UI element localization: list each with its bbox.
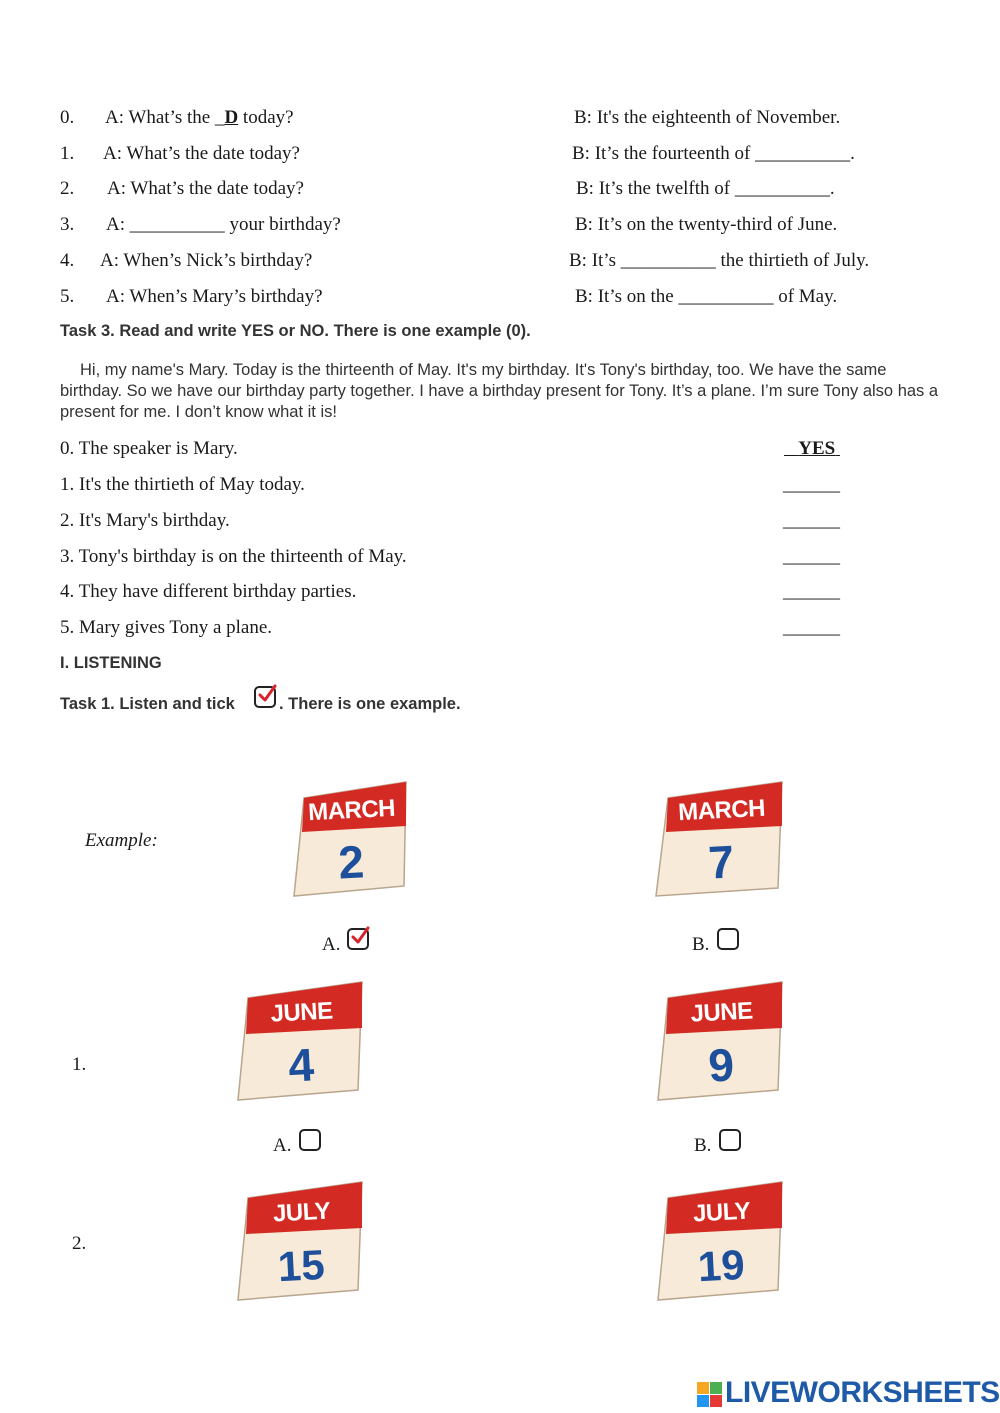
calendar-month: MARCH: [677, 794, 766, 827]
answer-b-blank[interactable]: B: It’s __________ the thirtieth of July.: [569, 250, 870, 271]
row-number: 2.: [60, 178, 75, 199]
row-number: 4.: [60, 250, 75, 271]
answer-blank[interactable]: ______: [783, 474, 840, 495]
calendar-icon: [290, 780, 412, 900]
reading-passage: Hi, my name's Mary. Today is the thirteenth of May. It's my birthday. It's Tony's birthday, too. We have the same birthday. So we have our birthday party together. I have a birthday present for Tony. It’s a plane. I’m sure Tony also has a present for me. I don’t know what it is!: [60, 361, 939, 421]
item-number: 2.: [72, 1233, 87, 1254]
answer-b-blank[interactable]: B: It’s the twelfth of __________.: [576, 178, 835, 199]
calendar-icon: [652, 780, 788, 900]
option-checkbox[interactable]: [299, 1129, 321, 1151]
option-letter: A.: [273, 1135, 292, 1156]
example-yes-answer: YES: [798, 438, 836, 459]
question-a: A: What’s the date today?: [103, 143, 300, 164]
calendar-day: 4: [287, 1038, 316, 1092]
example-label: Example:: [85, 830, 158, 851]
answer-blank[interactable]: ______: [783, 581, 840, 602]
option-letter: A.: [322, 934, 341, 955]
calendar-day: 7: [707, 835, 736, 889]
statement: 1. It's the thirtieth of May today.: [60, 474, 305, 495]
answer-blank[interactable]: ______: [783, 546, 840, 567]
item-number: 1.: [72, 1054, 87, 1075]
row-number: 5.: [60, 286, 75, 307]
answer-blank[interactable]: ______: [783, 617, 840, 638]
statement: 5. Mary gives Tony a plane.: [60, 617, 273, 638]
answer-b-blank[interactable]: B: It’s on the __________ of May.: [575, 286, 838, 307]
statement: 3. Tony's birthday is on the thirteenth of May.: [60, 546, 407, 567]
logo-text: LIVEWORKSHEETS: [725, 1376, 1000, 1409]
calendar-day: 9: [707, 1038, 736, 1092]
question-a: A: What’s the _D today?: [105, 107, 294, 128]
calendar-month: JULY: [692, 1197, 751, 1228]
calendar-icon: [654, 980, 788, 1104]
statement: 2. It's Mary's birthday.: [60, 510, 230, 531]
listening-heading: I. LISTENING: [60, 654, 162, 672]
logo-icon: [697, 1382, 723, 1408]
calendar-day: 2: [337, 835, 366, 889]
question-a: A: When’s Mary’s birthday?: [106, 286, 323, 307]
option-checkbox-checked[interactable]: [347, 928, 369, 950]
question-a-blank[interactable]: A: __________ your birthday?: [106, 214, 341, 235]
task1-title-start: Task 1. Listen and tick: [60, 695, 235, 713]
answer-b: B: It's the eighteenth of November.: [574, 107, 841, 128]
answer-b: B: It’s on the twenty-third of June.: [575, 214, 838, 235]
question-a: A: When’s Nick’s birthday?: [100, 250, 313, 271]
example-answer: D: [224, 107, 239, 128]
calendar-month: JULY: [272, 1197, 331, 1228]
question-a: A: What’s the date today?: [107, 178, 304, 199]
option-letter: B.: [694, 1135, 712, 1156]
option-checkbox[interactable]: [717, 928, 739, 950]
calendar-month: JUNE: [689, 997, 754, 1028]
tick-sample-icon: [254, 686, 276, 708]
tick-icon: [350, 926, 372, 948]
calendar-day: 19: [696, 1240, 746, 1291]
calendar-month: MARCH: [307, 794, 396, 827]
statement: 0. The speaker is Mary.: [60, 438, 238, 459]
answer-blank[interactable]: ______: [783, 510, 840, 531]
calendar-icon: [654, 1180, 788, 1304]
row-number: 1.: [60, 143, 75, 164]
statement: 4. They have different birthday parties.: [60, 581, 357, 602]
option-letter: B.: [692, 934, 710, 955]
calendar-icon: [234, 980, 368, 1104]
answer-b-blank[interactable]: B: It’s the fourteenth of __________.: [572, 143, 855, 164]
calendar-day: 15: [276, 1240, 326, 1291]
calendar-icon: [234, 1180, 368, 1304]
row-number: 3.: [60, 214, 75, 235]
row-number: 0.: [60, 107, 75, 128]
task1-title-end: . There is one example.: [279, 695, 461, 713]
option-checkbox[interactable]: [719, 1129, 741, 1151]
calendar-month: JUNE: [269, 997, 334, 1028]
task3-title: Task 3. Read and write YES or NO. There is one example (0).: [60, 322, 531, 340]
